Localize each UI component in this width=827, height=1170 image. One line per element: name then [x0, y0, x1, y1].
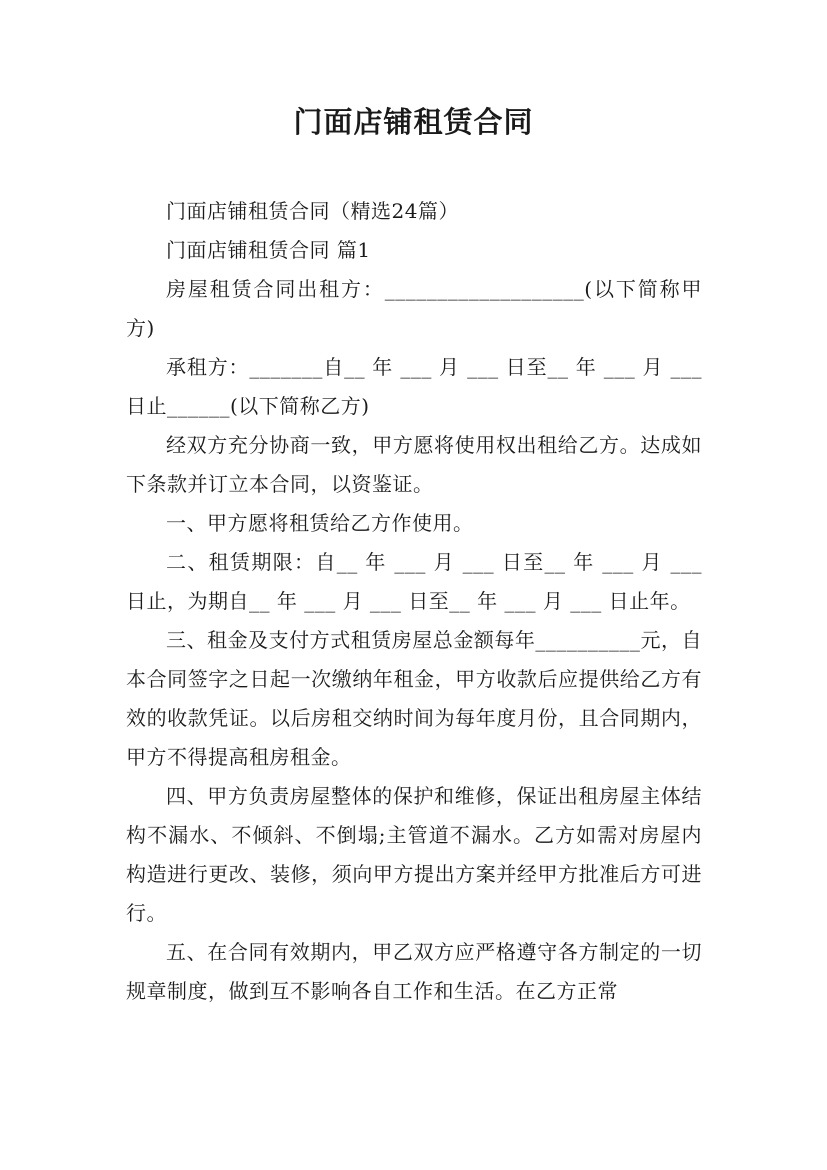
paragraph-lessee: 承租方：_______自__ 年 ___ 月 ___ 日至__ 年 ___ 月 ___ 日止______(以下简称乙方): [126, 355, 702, 418]
paragraph-section-heading: 门面店铺租赁合同 篇1: [166, 238, 371, 262]
document-title: 门面店铺租赁合同: [293, 105, 534, 139]
paragraph-clause-4: 四、甲方负责房屋整体的保护和维修，保证出租房屋主体结构不漏水、不倾斜、不倒塌;主管道不漏水。乙方如需对房屋内构造进行更改、装修，须向甲方提出方案并经甲方批准后方可进行。: [126, 784, 702, 925]
paragraph-clause-2: 二、租赁期限：自__ 年 ___ 月 ___ 日至__ 年 ___ 月 ___ 日止，为期自__ 年 ___ 月 ___ 日至__ 年 ___ 月 ___ 日止年。: [126, 550, 702, 613]
paragraph-clause-1: 一、甲方愿将租赁给乙方作使用。: [166, 511, 474, 535]
paragraph-lessor: 房屋租赁合同出租方：___________________(以下简称甲方): [126, 277, 702, 340]
paragraph-clause-5: 五、在合同有效期内，甲乙双方应严格遵守各方制定的一切规章制度，做到互不影响各自工作和生活。在乙方正常: [126, 940, 702, 1003]
document-body: [126, 192, 702, 1011]
paragraph-agreement-intro: 经双方充分协商一致，甲方愿将使用权出租给乙方。达成如下条款并订立本合同，以资鉴证。: [126, 433, 702, 496]
paragraph-subtitle: 门面店铺租赁合同（精选24篇）: [166, 199, 459, 223]
paragraph-clause-3: 三、租金及支付方式租赁房屋总金额每年__________元，自本合同签字之日起一次缴纳年租金，甲方收款后应提供给乙方有效的收款凭证。以后房租交纳时间为每年度月份，且合同期内，甲方不得提高租房租金。: [126, 628, 702, 769]
